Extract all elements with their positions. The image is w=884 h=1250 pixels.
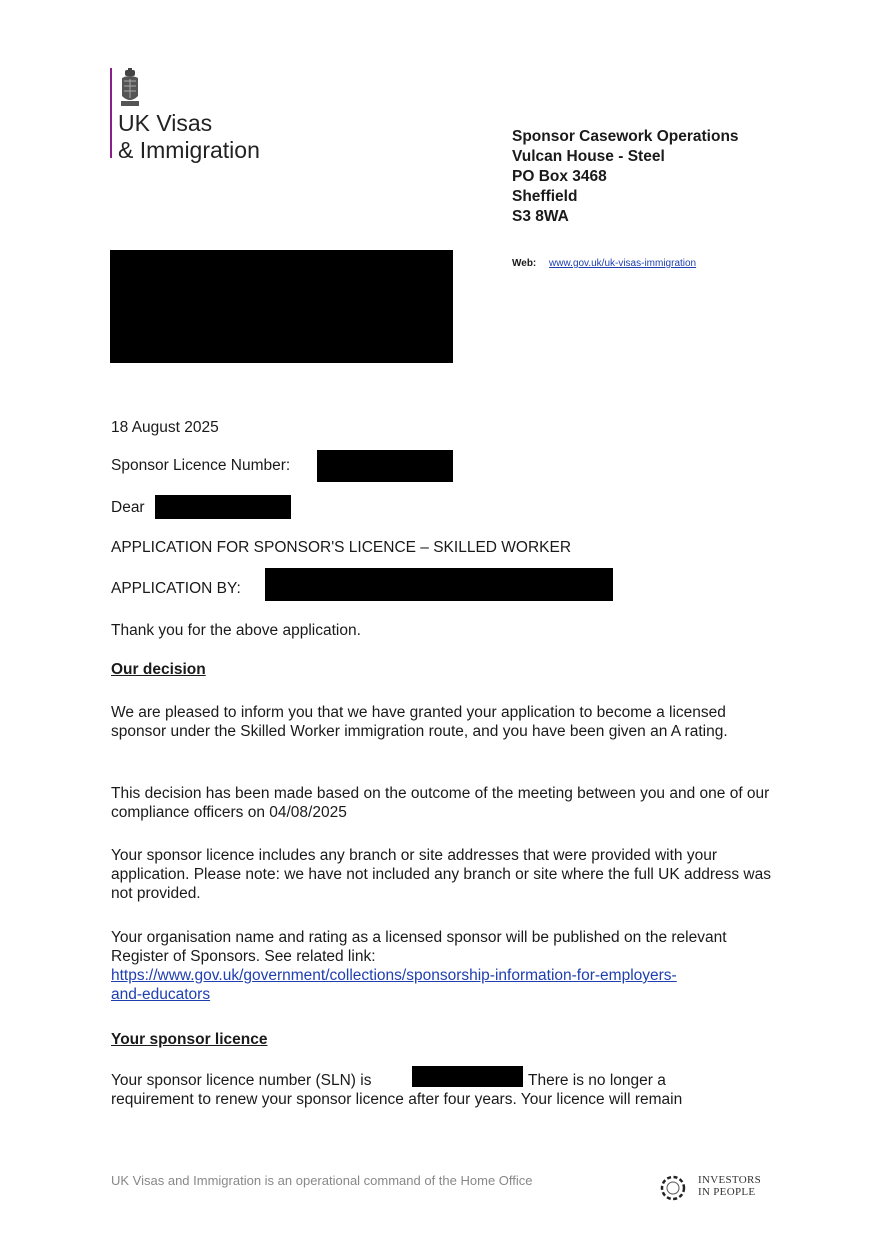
investors-in-people-text <box>698 1174 761 1198</box>
applicant-redaction <box>265 568 613 601</box>
dear-label: Dear <box>111 499 145 516</box>
letter-subject: APPLICATION FOR SPONSOR'S LICENCE – SKILLED WORKER <box>111 539 572 556</box>
sln-line-start: Your sponsor licence number (SLN) is <box>111 1072 372 1089</box>
address-line: Sheffield <box>512 188 578 205</box>
register-link-line-2: and-educators <box>111 986 211 1003</box>
application-by-line <box>111 579 241 598</box>
sln-line-2: requirement to renew your sponsor licence after four years. Your licence will remain <box>111 1091 683 1108</box>
investors-in-people-logo-icon <box>658 1172 688 1204</box>
royal-crest-icon <box>119 68 141 110</box>
web-line <box>512 258 696 269</box>
paragraph-meeting: This decision has been made based on the outcome of the meeting between you and one of our compliance officers on 04/08/2025 <box>111 785 770 821</box>
address-line: PO Box 3468 <box>512 168 607 185</box>
brand-accent-bar <box>110 68 112 158</box>
register-link[interactable] <box>111 967 677 1003</box>
sender-address <box>512 127 739 227</box>
brand-line-2: & Immigration <box>118 137 260 163</box>
address-line: Sponsor Casework Operations <box>512 128 739 145</box>
register-link-line-1: https://www.gov.uk/government/collections/sponsorship-information-for-employers- <box>111 967 677 984</box>
web-link[interactable]: www.gov.uk/uk-visas-immigration <box>549 258 697 269</box>
letter-date: 18 August 2025 <box>111 419 219 436</box>
register-text: Your organisation name and rating as a licensed sponsor will be published on the relevant Register of Sponsors. See related link: <box>111 929 727 965</box>
heading-our-decision: Our decision <box>111 661 206 678</box>
address-line: Vulcan House - Steel <box>512 148 665 165</box>
footer-text: UK Visas and Immigration is an operational command of the Home Office <box>111 1173 533 1188</box>
recipient-name-redaction <box>155 495 291 519</box>
salutation <box>111 498 145 517</box>
iip-line-2: IN PEOPLE <box>698 1186 756 1198</box>
thanks-line: Thank you for the above application. <box>111 622 361 639</box>
licence-number-label: Sponsor Licence Number: <box>111 457 291 474</box>
paragraph-branches: Your sponsor licence includes any branch or site addresses that were provided with your application. Please note: we have not included any branch or site where the full UK address was not provided. <box>111 847 771 902</box>
sln-line-mid: There is no longer a <box>528 1072 666 1089</box>
sln-redaction <box>412 1066 523 1087</box>
iip-line-1: INVESTORS <box>698 1174 762 1186</box>
address-line: S3 8WA <box>512 208 569 225</box>
paragraph-register <box>111 928 776 1004</box>
application-by-label: APPLICATION BY: <box>111 580 241 597</box>
brand-line-1: UK Visas <box>118 110 213 136</box>
licence-number-line <box>111 456 290 475</box>
licence-number-redaction <box>317 450 453 482</box>
heading-your-sponsor-licence: Your sponsor licence <box>111 1031 268 1048</box>
web-label: Web: <box>512 258 537 269</box>
recipient-address-redaction <box>110 250 453 363</box>
brand-name <box>118 110 260 164</box>
paragraph-decision: We are pleased to inform you that we have granted your application to become a licensed sponsor under the Skilled Worker immigration route, and you have been given an A rating. <box>111 704 728 740</box>
